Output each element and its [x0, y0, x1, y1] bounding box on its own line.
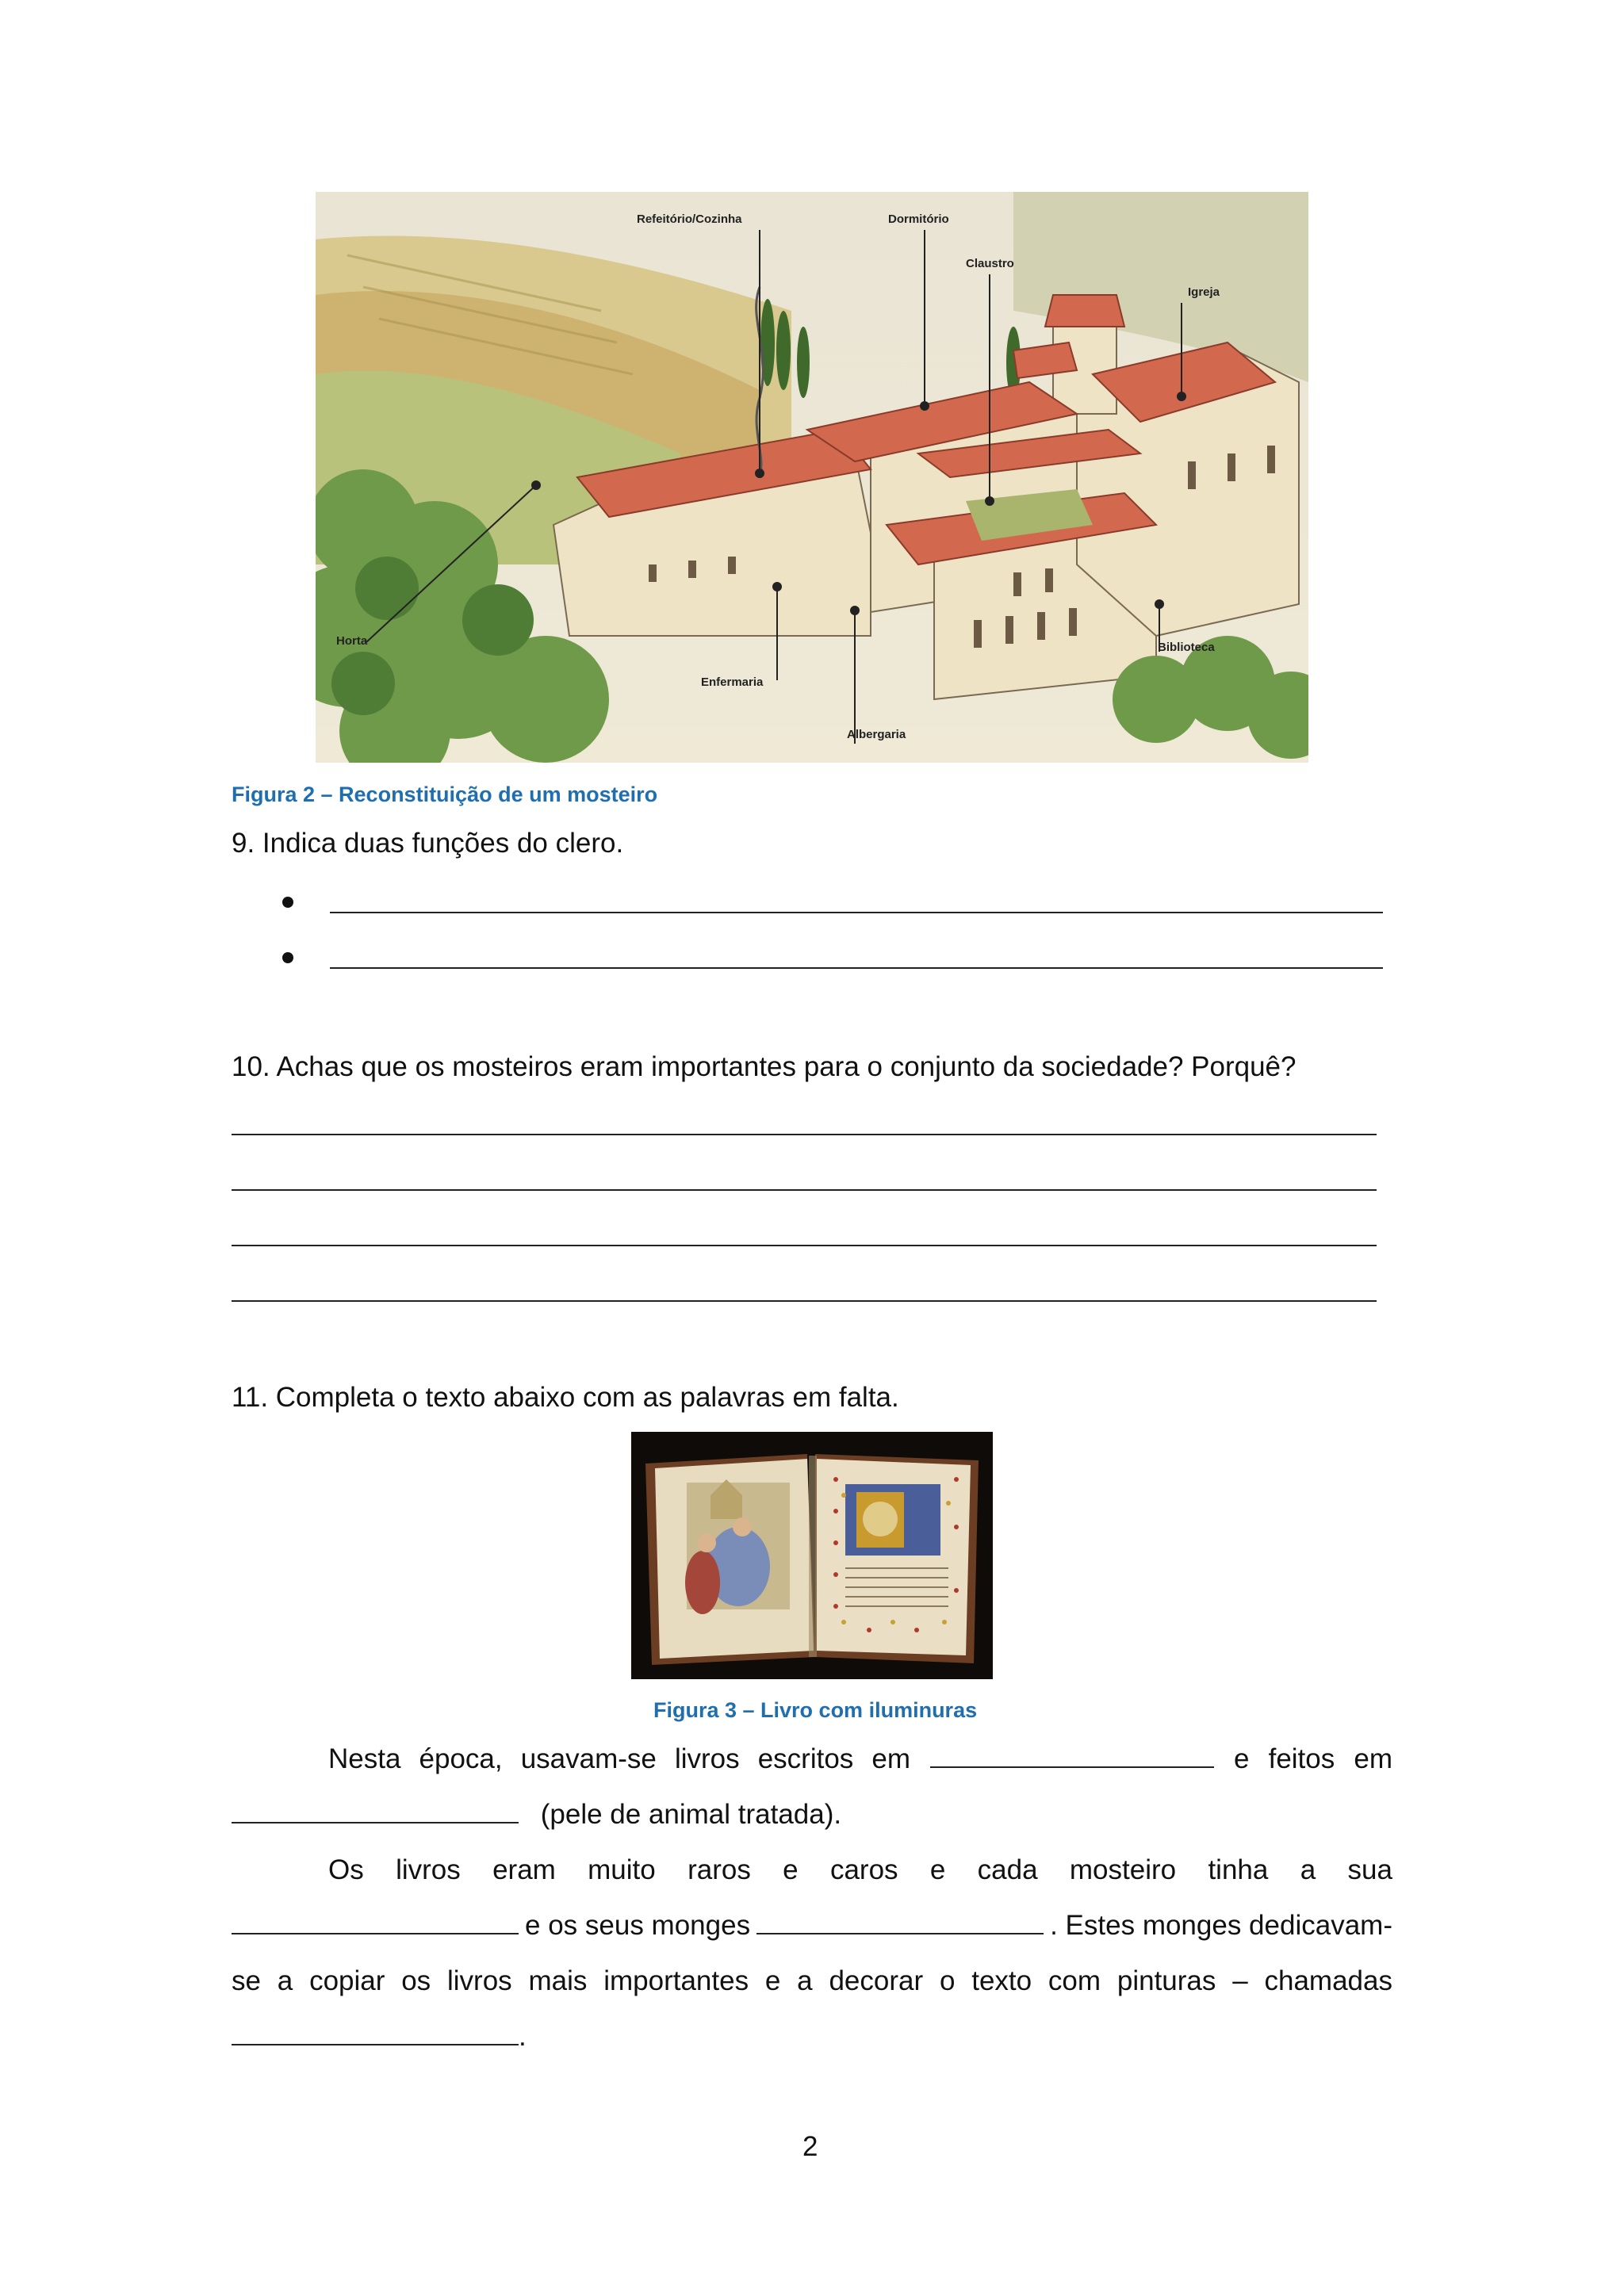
paragraph-line-4	[232, 1898, 1392, 1954]
bullet	[282, 897, 293, 908]
word: e	[1234, 1743, 1250, 1774]
word: em	[871, 1743, 910, 1774]
word: decorar	[829, 1965, 924, 1996]
fill-blank-5[interactable]	[232, 2017, 519, 2045]
word: se	[232, 1965, 261, 1996]
answer-line[interactable]	[330, 912, 1383, 913]
page-number: 2	[802, 2131, 818, 2162]
word: copiar	[309, 1965, 385, 1996]
label-biblioteca: Biblioteca	[1158, 641, 1215, 654]
word: com	[1048, 1965, 1101, 1996]
word: usavam-se	[520, 1743, 657, 1774]
word: e	[783, 1854, 799, 1885]
label-dormitorio: Dormitório	[888, 212, 949, 226]
word: época,	[419, 1743, 503, 1774]
paragraph-line-6	[232, 2009, 1392, 2064]
monastery-drawing	[316, 192, 1308, 763]
word: chamadas	[1264, 1965, 1392, 1996]
word: escritos	[757, 1743, 854, 1774]
figure-2-caption: Figura 2 – Reconstituição de um mosteiro	[232, 783, 658, 806]
paragraph-line-2	[232, 1787, 1392, 1843]
fill-blank-1[interactable]	[930, 1739, 1214, 1768]
word: mosteiro	[1069, 1854, 1177, 1885]
word: –	[1232, 1965, 1248, 1996]
word: pinturas	[1116, 1965, 1216, 1996]
word: importantes	[603, 1965, 749, 1996]
question-11: 11. Completa o texto abaixo com as palavras em falta.	[232, 1382, 899, 1413]
line-4-text-b: . Estes monges dedicavam-	[1050, 1910, 1392, 1941]
illuminated-book-photo	[631, 1432, 993, 1679]
line-1-end-words	[1234, 1732, 1392, 1787]
word: a	[1300, 1854, 1316, 1885]
word: cada	[977, 1854, 1038, 1885]
answer-line[interactable]	[330, 967, 1383, 969]
label-albergaria: Albergaria	[847, 728, 906, 741]
word: livros	[446, 1965, 512, 1996]
figure-3-caption: Figura 3 – Livro com iluminuras	[653, 1698, 978, 1722]
word: texto	[971, 1965, 1032, 1996]
word: e	[764, 1965, 781, 1996]
word: em	[1354, 1743, 1392, 1774]
word: tinha	[1208, 1854, 1269, 1885]
word: a	[797, 1965, 813, 1996]
word: mais	[528, 1965, 588, 1996]
word: livros	[396, 1854, 461, 1885]
monastery-illustration	[316, 192, 1308, 763]
word: os	[401, 1965, 431, 1996]
answer-line[interactable]	[232, 1300, 1377, 1302]
word: e	[929, 1854, 946, 1885]
paragraph-line-1	[232, 1732, 1392, 1787]
paragraph-line-3	[232, 1843, 1392, 1898]
word: a	[277, 1965, 293, 1996]
paragraph-line-5	[232, 1954, 1392, 2009]
word: o	[939, 1965, 956, 1996]
fill-blank-3[interactable]	[232, 1906, 519, 1934]
word: raros	[688, 1854, 751, 1885]
line-5-words	[232, 1954, 1392, 2009]
answer-line[interactable]	[232, 1189, 1377, 1191]
label-igreja: Igreja	[1188, 285, 1220, 299]
answer-line[interactable]	[232, 1245, 1377, 1246]
line-2-text: (pele de animal tratada).	[540, 1799, 842, 1830]
book-drawing	[631, 1432, 993, 1679]
answer-line[interactable]	[232, 1134, 1377, 1135]
bullet	[282, 952, 293, 963]
question-10: 10. Achas que os mosteiros eram importantes para o conjunto da sociedade? Porquê?	[232, 1051, 1297, 1082]
word: Nesta	[328, 1743, 401, 1774]
label-enfermaria: Enfermaria	[701, 675, 764, 689]
label-claustro: Claustro	[966, 257, 1014, 270]
line-1-words	[328, 1732, 910, 1787]
word: sua	[1347, 1854, 1392, 1885]
word: eram	[492, 1854, 556, 1885]
fill-blank-2[interactable]	[232, 1795, 519, 1823]
word: Os	[328, 1854, 364, 1885]
fill-in-paragraph	[232, 1732, 1392, 2064]
label-horta: Horta	[336, 634, 368, 648]
line-4-text-a: e os seus monges	[525, 1910, 751, 1941]
word: livros	[674, 1743, 740, 1774]
line-3-words	[328, 1843, 1392, 1898]
label-refeitorio: Refeitório/Cozinha	[637, 212, 742, 226]
word: feitos	[1268, 1743, 1335, 1774]
word: muito	[588, 1854, 656, 1885]
line-6-period: .	[519, 2021, 527, 2052]
word: caros	[829, 1854, 898, 1885]
question-9: 9. Indica duas funções do clero.	[232, 828, 624, 859]
fill-blank-4[interactable]	[756, 1906, 1044, 1934]
